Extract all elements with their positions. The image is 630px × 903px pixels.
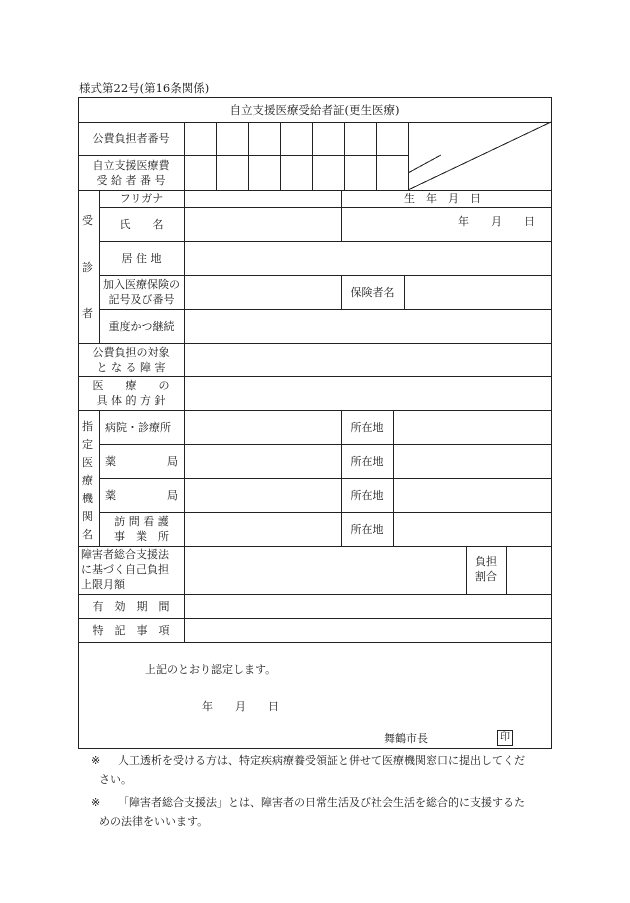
recipient-number-label-line1: 自立支援医療費 — [92, 159, 170, 172]
birth-date-value: 年 月 日 — [458, 215, 535, 228]
pharmacy1-label-b: 局 — [167, 455, 178, 468]
treatment-label-line2: 具 体 的 方 針 — [96, 394, 166, 407]
recipient-side-char-1: 受 — [82, 214, 93, 227]
designated-side-char-4: 療 — [82, 474, 93, 487]
validity-label: 有 効 期 間 — [92, 600, 170, 613]
certification-date: 年 月 日 — [202, 700, 279, 713]
ratio-label-line2: 割合 — [475, 570, 497, 583]
recipient-side-char-3: 者 — [82, 307, 93, 320]
pharmacy2-label-b: 局 — [167, 489, 178, 502]
pharmacy1-location-label: 所在地 — [350, 455, 384, 468]
address-label: 居 住 地 — [121, 252, 162, 265]
special-notes-label: 特 記 事 項 — [92, 624, 170, 637]
form-title: 自立支援医療受給者証(更生医療) — [229, 103, 400, 117]
designated-side-char-3: 医 — [82, 456, 93, 469]
recipient-number-label-line2: 受 給 者 番 号 — [96, 174, 166, 187]
seal-mark: 印 — [497, 730, 513, 746]
birth-date-label: 生 年 月 日 — [404, 192, 481, 205]
mayor-label: 舞鶴市長 — [384, 732, 428, 745]
limit-label-line3: 上限月額 — [81, 578, 125, 591]
recipient-side-char-2: 診 — [82, 261, 93, 274]
designated-side-char-6: 関 — [82, 510, 93, 523]
footnote-1-line2: さい。 — [99, 773, 132, 786]
footnote-1-mark: ※ — [91, 754, 101, 767]
certification-text: 上記のとおり認定します。 — [145, 663, 277, 676]
visiting-location-label: 所在地 — [350, 523, 384, 536]
disability-label-line1: 公費負担の対象 — [92, 346, 170, 359]
ratio-label-line1: 負担 — [475, 555, 497, 568]
limit-label-line2: に基づく自己負担 — [81, 563, 169, 576]
footnote-2-line2: めの法律をいいます。 — [99, 815, 209, 828]
furigana-label: フリガナ — [119, 192, 164, 205]
public-payer-number-label: 公費負担者番号 — [92, 132, 170, 145]
visiting-nursing-label-line1: 訪 問 看 護 — [114, 515, 169, 528]
limit-label-line1: 障害者総合支援法 — [81, 548, 169, 561]
pharmacy2-label-a: 薬 — [105, 489, 116, 502]
hospital-location-label: 所在地 — [350, 421, 384, 434]
footnote-1-line1: 人工透析を受ける方は、特定疾病療養受領証と併せて医療機関窓口に提出してくだ — [118, 754, 525, 767]
insurer-name-label: 保険者名 — [350, 286, 395, 299]
severe-continuous-label: 重度かつ継続 — [108, 320, 175, 333]
insurance-label-line1: 加入医療保険の — [103, 278, 180, 291]
pharmacy2-location-label: 所在地 — [350, 489, 384, 502]
hospital-label: 病院・診療所 — [105, 421, 171, 434]
designated-side-char-1: 指 — [82, 420, 93, 433]
footnote-2-line1: 「障害者総合支援法」とは、障害者の日常生活及び社会生活を総合的に支援するた — [118, 796, 525, 809]
footnote-2-mark: ※ — [91, 796, 101, 809]
pharmacy1-label-a: 薬 — [105, 455, 116, 468]
insurance-label-line2: 記号及び番号 — [108, 293, 175, 306]
name-label: 氏 名 — [119, 218, 164, 231]
form-number: 様式第22号(第16条関係) — [79, 81, 210, 95]
treatment-label-line1: 医 療 の — [92, 379, 170, 392]
visiting-nursing-label-line2: 事 業 所 — [114, 530, 169, 543]
designated-side-char-5: 機 — [82, 492, 93, 505]
designated-side-char-2: 定 — [82, 438, 93, 451]
designated-side-char-7: 名 — [82, 528, 93, 541]
disability-label-line2: と な る 障 害 — [96, 361, 166, 374]
